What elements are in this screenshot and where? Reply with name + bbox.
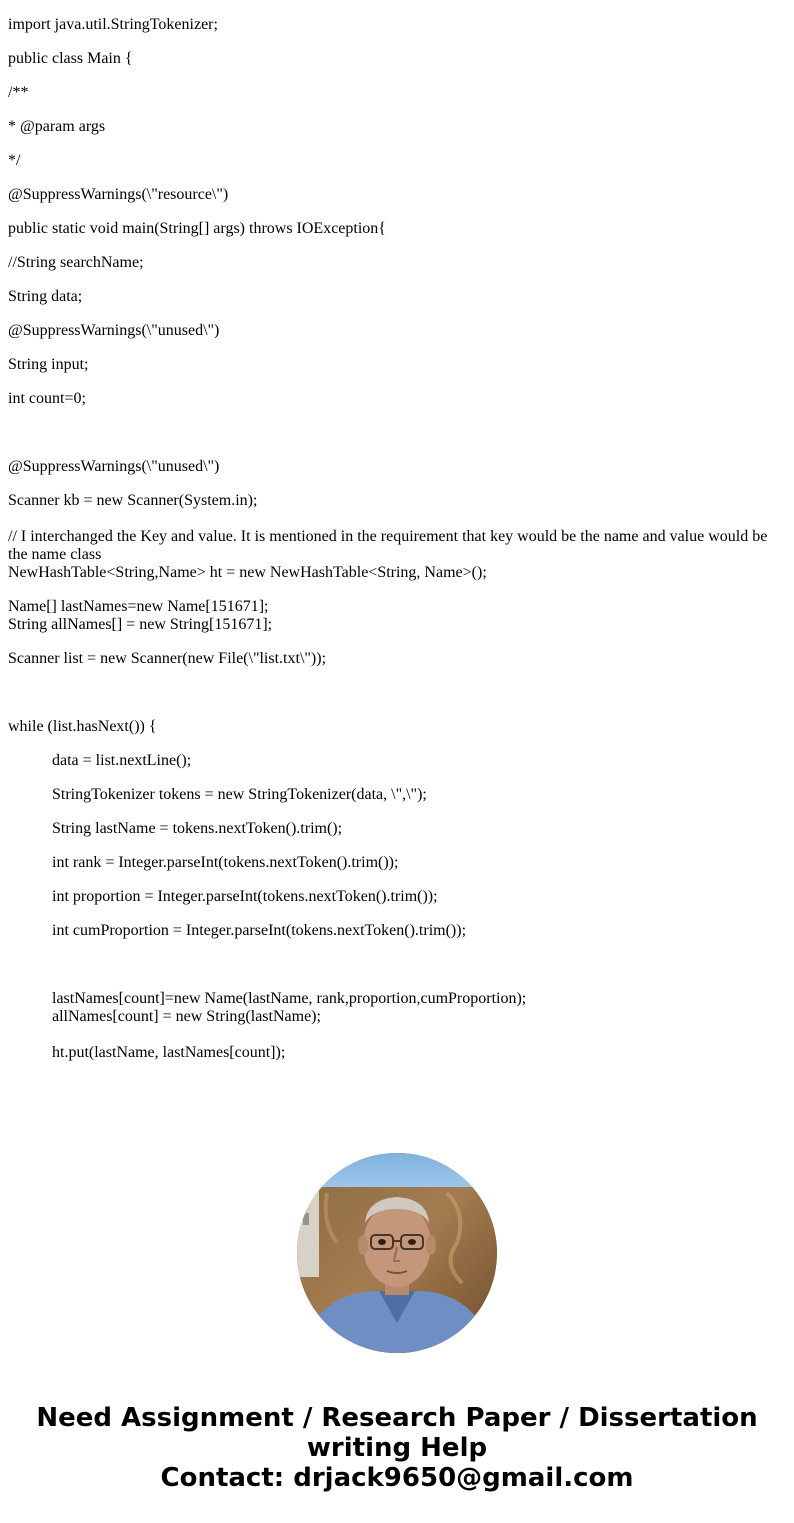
cta-headline-cont: writing Help [306,1433,488,1463]
code-line: String data; [8,288,83,305]
code-line: Name[] lastNames=new Name[151671]; [8,598,269,615]
code-line: StringTokenizer tokens = new StringTokenizer(data, \",\"); [52,786,427,803]
blank-line [8,424,778,442]
code-line: import java.util.StringTokenizer; [8,16,218,33]
contact-banner [0,1403,794,1493]
code-line: data = list.nextLine(); [52,752,192,769]
code-line: @SuppressWarnings(\"unused\") [8,322,220,339]
blank-line [8,956,778,974]
code-line: ht.put(lastName, lastNames[count]); [52,1044,286,1061]
code-line: String input; [8,356,89,373]
code-document [8,0,778,1078]
cta-headline: Need Assignment / Research Paper / Dissertation [36,1403,758,1433]
code-line: @SuppressWarnings(\"resource\") [8,186,229,203]
code-line: Scanner list = new Scanner(new File(\"list.txt\")); [8,650,327,667]
code-line: allNames[count] = new String(lastName); [52,1008,321,1025]
contact-email: Contact: drjack9650@gmail.com [160,1463,634,1493]
code-line: @SuppressWarnings(\"unused\") [8,458,220,475]
code-line: public static void main(String[] args) throws IOException{ [8,220,386,237]
code-line: Scanner kb = new Scanner(System.in); [8,492,258,509]
code-line: int count=0; [8,390,86,407]
blank-line [8,684,778,702]
code-line: String allNames[] = new String[151671]; [8,616,273,633]
code-line: int rank = Integer.parseInt(tokens.nextToken().trim()); [52,854,399,871]
author-photo [297,1153,497,1353]
code-line: String lastName = tokens.nextToken().trim(); [52,820,343,837]
code-line: public class Main { [8,50,133,67]
code-line: */ [8,152,21,169]
code-line: //String searchName; [8,254,144,271]
code-line: while (list.hasNext()) { [8,718,157,735]
code-line: int cumProportion = Integer.parseInt(tokens.nextToken().trim()); [52,922,467,939]
avatar [297,1153,497,1353]
code-line: * @param args [8,118,106,135]
code-line: int proportion = Integer.parseInt(tokens.nextToken().trim()); [52,888,438,905]
code-line: NewHashTable<String,Name> ht = new NewHashTable<String, Name>(); [8,564,487,581]
code-line: /** [8,84,29,101]
code-comment: // I interchanged the Key and value. It is mentioned in the requirement that key would be the name and value would be the name class [8,528,768,563]
code-line: lastNames[count]=new Name(lastName, rank,proportion,cumProportion); [52,990,527,1007]
